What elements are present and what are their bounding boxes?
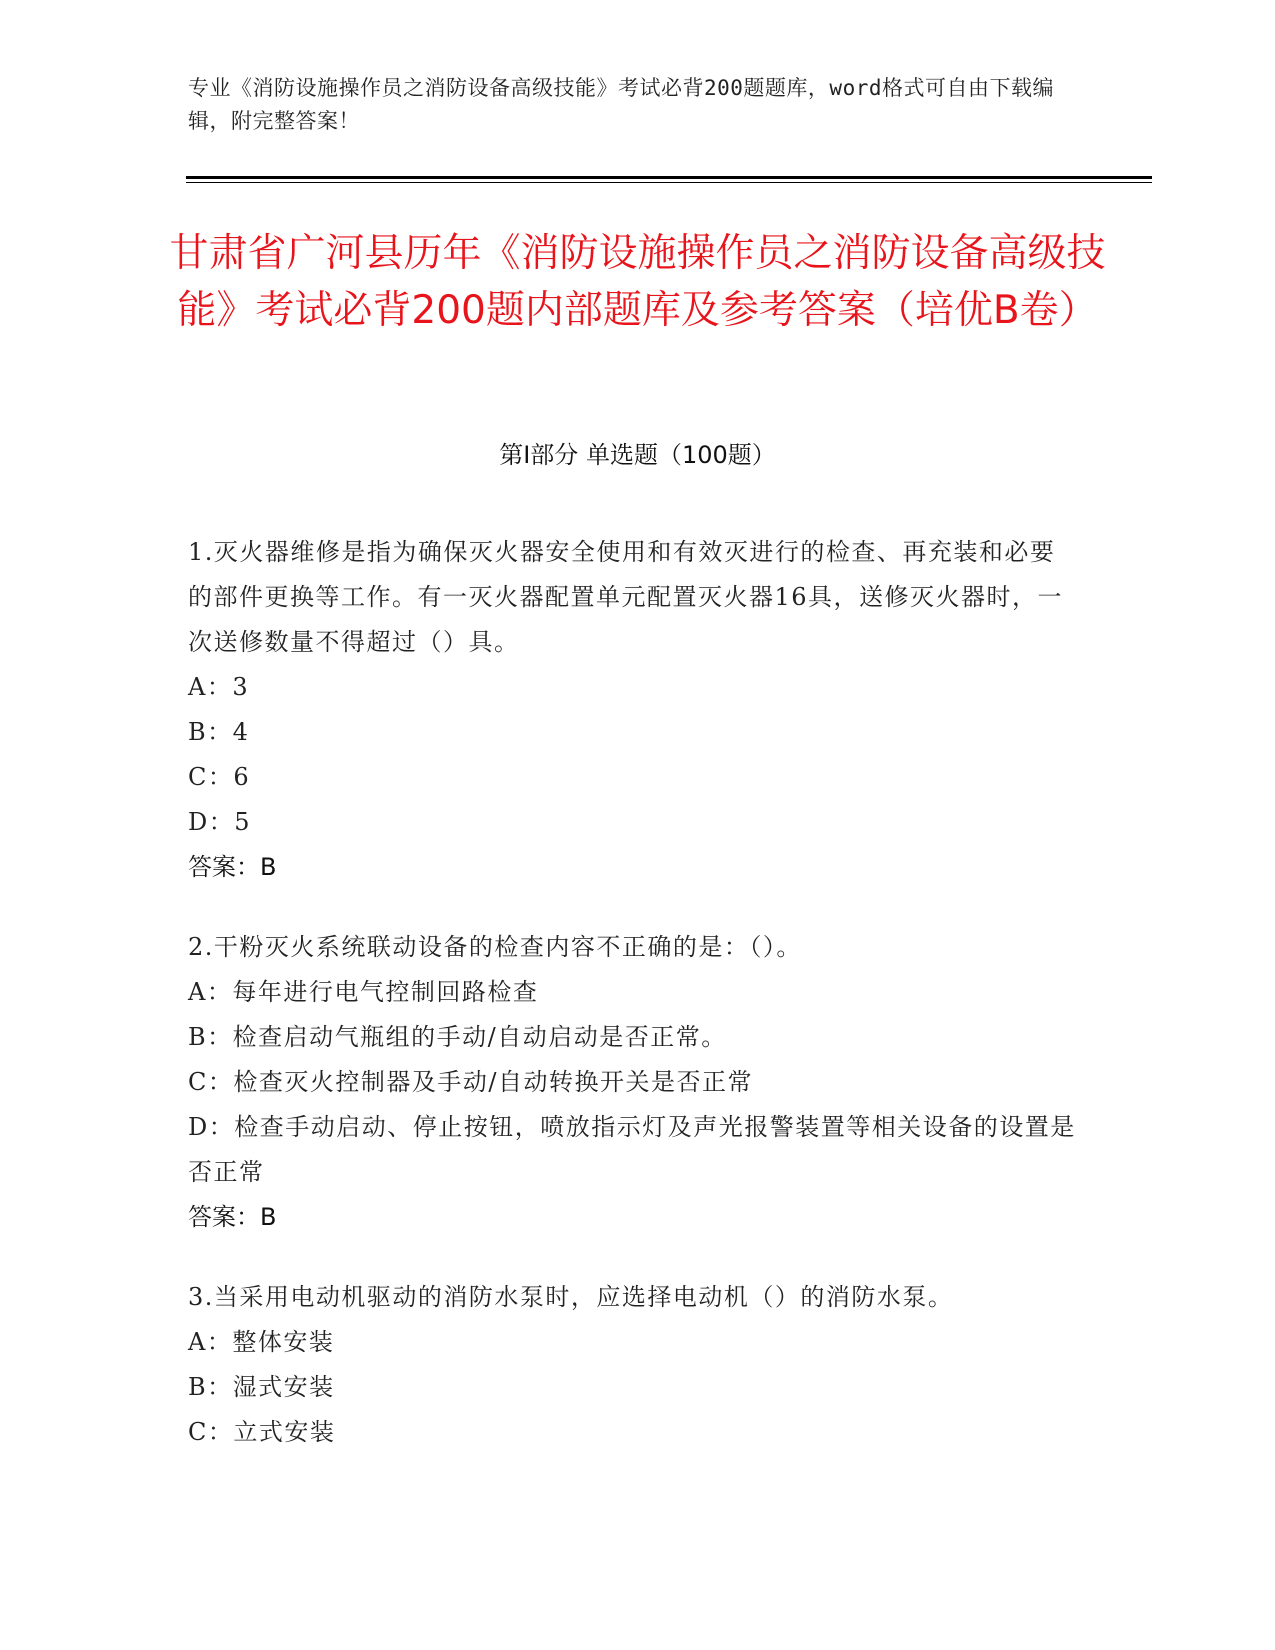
option-b: B：检查启动气瓶组的手动/自动启动是否正常。 [188, 1023, 727, 1051]
option-a: A：每年进行电气控制回路检查 [188, 978, 539, 1006]
question-3 [188, 1275, 1078, 1455]
option-b: B：湿式安装 [188, 1373, 335, 1401]
question-stem: 2.干粉灭火系统联动设备的检查内容不正确的是：（）。 [188, 933, 802, 961]
question-list [188, 530, 1078, 1490]
option-c: C：检查灭火控制器及手动/自动转换开关是否正常 [188, 1068, 753, 1096]
option-a: A：3 [188, 673, 250, 701]
option-a: A：整体安装 [188, 1328, 335, 1356]
section-title: 第I部分 单选题（100题） [499, 441, 776, 469]
document-title: 甘肃省广河县历年《消防设施操作员之消防设备高级技能》考试必背200题内部题库及参考答案（培优B卷） [169, 231, 1106, 333]
question-2 [188, 925, 1078, 1240]
option-d: D：5 [188, 808, 252, 836]
option-d: D：检查手动启动、停止按钮，喷放指示灯及声光报警装置等相关设备的设置是否正常 [188, 1113, 1076, 1186]
question-stem: 3.当采用电动机驱动的消防水泵时，应选择电动机（）的消防水泵。 [188, 1283, 954, 1311]
header-divider-thin [186, 182, 1152, 183]
question-stem: 1.灭火器维修是指为确保灭火器安全使用和有效灭进行的检查、再充装和必要的部件更换等工作。有一灭火器配置单元配置灭火器16具，送修灭火器时，一次送修数量不得超过（）具。 [188, 538, 1064, 656]
header-note: 专业《消防设施操作员之消防设备高级技能》考试必背200题题库，word格式可自由下载编辑，附完整答案！ [188, 76, 1054, 133]
question-1 [188, 530, 1078, 890]
option-c: C：6 [188, 763, 251, 791]
option-b: B：4 [188, 718, 250, 746]
answer: 答案：B [188, 853, 277, 881]
header-divider-thick [186, 176, 1152, 179]
answer: 答案：B [188, 1203, 277, 1231]
option-c: C：立式安装 [188, 1418, 336, 1446]
